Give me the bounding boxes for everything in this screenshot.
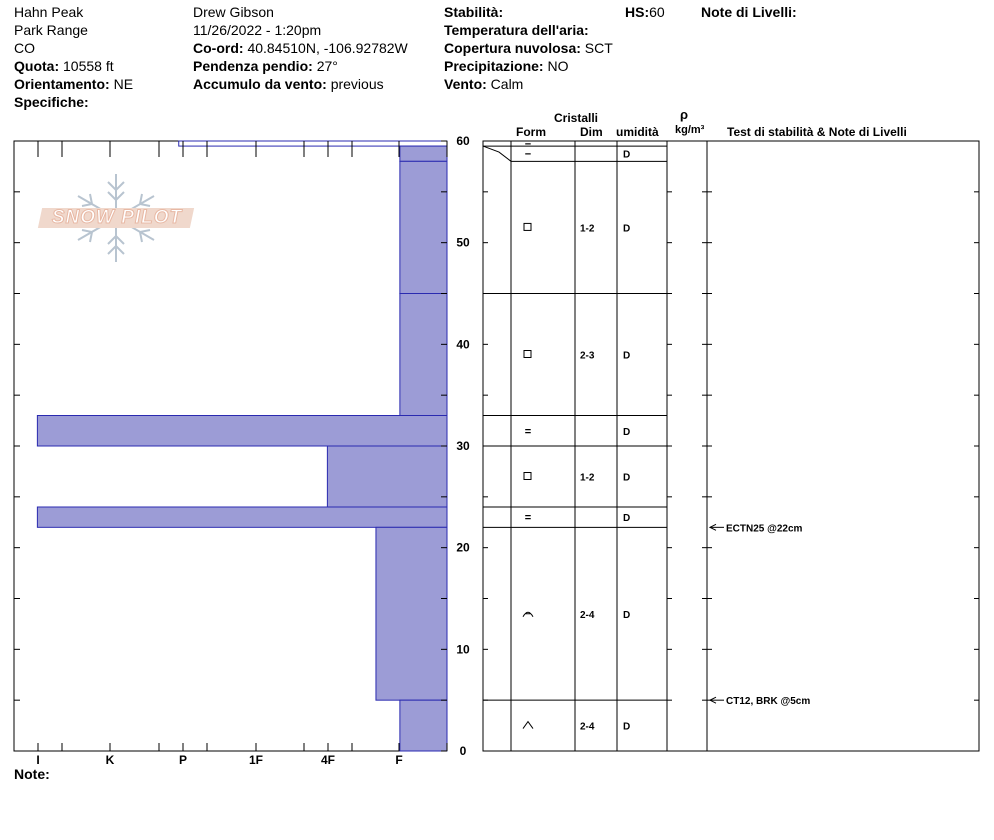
crystals-header: Cristalli — [554, 111, 599, 125]
location-name: Hahn Peak — [14, 4, 84, 20]
hardness-bar — [400, 161, 447, 293]
crystal-size: 1-2 — [580, 472, 595, 484]
layer-connector — [483, 146, 511, 161]
crystal-form-symbol: = — [524, 512, 532, 525]
coord-value: 40.84510N, -106.92782W — [247, 40, 408, 56]
stability-test-label: ECTN25 @22cm — [726, 523, 803, 535]
moisture-value: D — [623, 223, 631, 235]
size-header: Dim — [580, 125, 603, 139]
layer-notes-label: Note di Livelli: — [701, 4, 797, 20]
hardness-bar — [327, 446, 447, 507]
aspect-label: Orientamento: — [14, 76, 110, 92]
faceted-crystal-icon — [524, 223, 531, 230]
logo-text: SNOW PILOT — [51, 207, 183, 228]
height-tick-label: 30 — [456, 439, 470, 453]
hardness-bar — [37, 416, 447, 447]
slope-value: 27° — [316, 58, 338, 74]
precip-label: Precipitazione: — [444, 58, 544, 74]
hardness-bar — [400, 146, 447, 161]
wind-label: Vento: — [444, 76, 487, 92]
hardness-bar — [400, 700, 447, 751]
hardness-tick-label: 1F — [248, 753, 264, 767]
faceted-crystal-icon — [524, 351, 531, 358]
tests-header: Test di stabilità & Note di Livelli — [727, 125, 907, 139]
stability-label: Stabilità: — [444, 4, 504, 20]
hardness-tick-label: I — [36, 753, 40, 767]
hs-value: 60 — [649, 4, 665, 20]
snowpilot-logo — [36, 170, 196, 270]
notes-label: Note: — [14, 766, 50, 782]
moisture-value: D — [623, 350, 631, 362]
moisture-value: D — [623, 721, 631, 733]
mountain-range: Park Range — [14, 22, 88, 38]
elevation-value: 10558 ft — [63, 58, 114, 74]
slope-label: Pendenza pendio: — [193, 58, 313, 74]
crystal-size: 2-4 — [580, 609, 595, 621]
height-tick-label: 50 — [456, 235, 470, 250]
state: CO — [14, 40, 35, 56]
crystal-size: 1-2 — [580, 223, 595, 235]
moisture-value: D — [623, 149, 631, 161]
observer: Drew Gibson — [193, 4, 274, 20]
cloud-label: Copertura nuvolosa: — [444, 40, 581, 56]
air-temp-label: Temperatura dell'aria: — [444, 22, 589, 38]
elevation-label: Quota: — [14, 58, 60, 74]
form-header: Form — [516, 125, 546, 139]
moisture-value: D — [623, 472, 631, 484]
hardness-bar — [179, 141, 447, 146]
crystal-form-symbol: − — [524, 138, 532, 151]
hardness-tick-label: K — [105, 753, 115, 767]
height-tick-label: 60 — [456, 134, 470, 148]
precip-value: NO — [547, 58, 569, 74]
density-unit-header: kg/m³ — [675, 124, 705, 136]
height-tick-label: 0 — [459, 744, 467, 758]
hs-label: HS: — [625, 4, 650, 20]
crystal-size: 2-4 — [580, 721, 595, 733]
faceted-crystal-icon — [524, 473, 531, 480]
hardness-tick-label: F — [395, 753, 403, 767]
moisture-value: D — [623, 513, 631, 525]
height-tick-label: 40 — [456, 337, 470, 352]
coord-label: Co-ord: — [193, 40, 244, 56]
moisture-value: D — [623, 609, 631, 621]
moisture-header: umidità — [616, 125, 659, 139]
hardness-tick-label: P — [178, 753, 188, 767]
depth-hoar-icon — [523, 722, 533, 729]
hardness-bar — [400, 294, 447, 416]
specifics-label: Specifiche: — [14, 94, 89, 110]
datetime: 11/26/2022 - 1:20pm — [193, 22, 322, 38]
depth-hoar-rounding-icon — [523, 612, 533, 617]
hardness-bar — [376, 527, 447, 700]
aspect-value: NE — [113, 76, 134, 92]
wind-loading-value: previous — [330, 76, 384, 92]
wind-loading-label: Accumulo da vento: — [193, 76, 327, 92]
stability-test-label: CT12, BRK @5cm — [726, 696, 811, 708]
wind-value: Calm — [490, 76, 524, 92]
hardness-tick-label: 4F — [320, 753, 336, 767]
cloud-value: SCT — [584, 40, 613, 56]
height-tick-label: 20 — [456, 540, 470, 555]
crystal-form-symbol: = — [524, 425, 532, 438]
crystal-size: 2-3 — [580, 350, 595, 362]
crystal-form-symbol: − — [524, 148, 532, 161]
moisture-value: D — [623, 426, 631, 438]
rho-header: ρ — [680, 107, 689, 122]
height-tick-label: 10 — [456, 642, 470, 657]
hardness-bar — [37, 507, 447, 527]
